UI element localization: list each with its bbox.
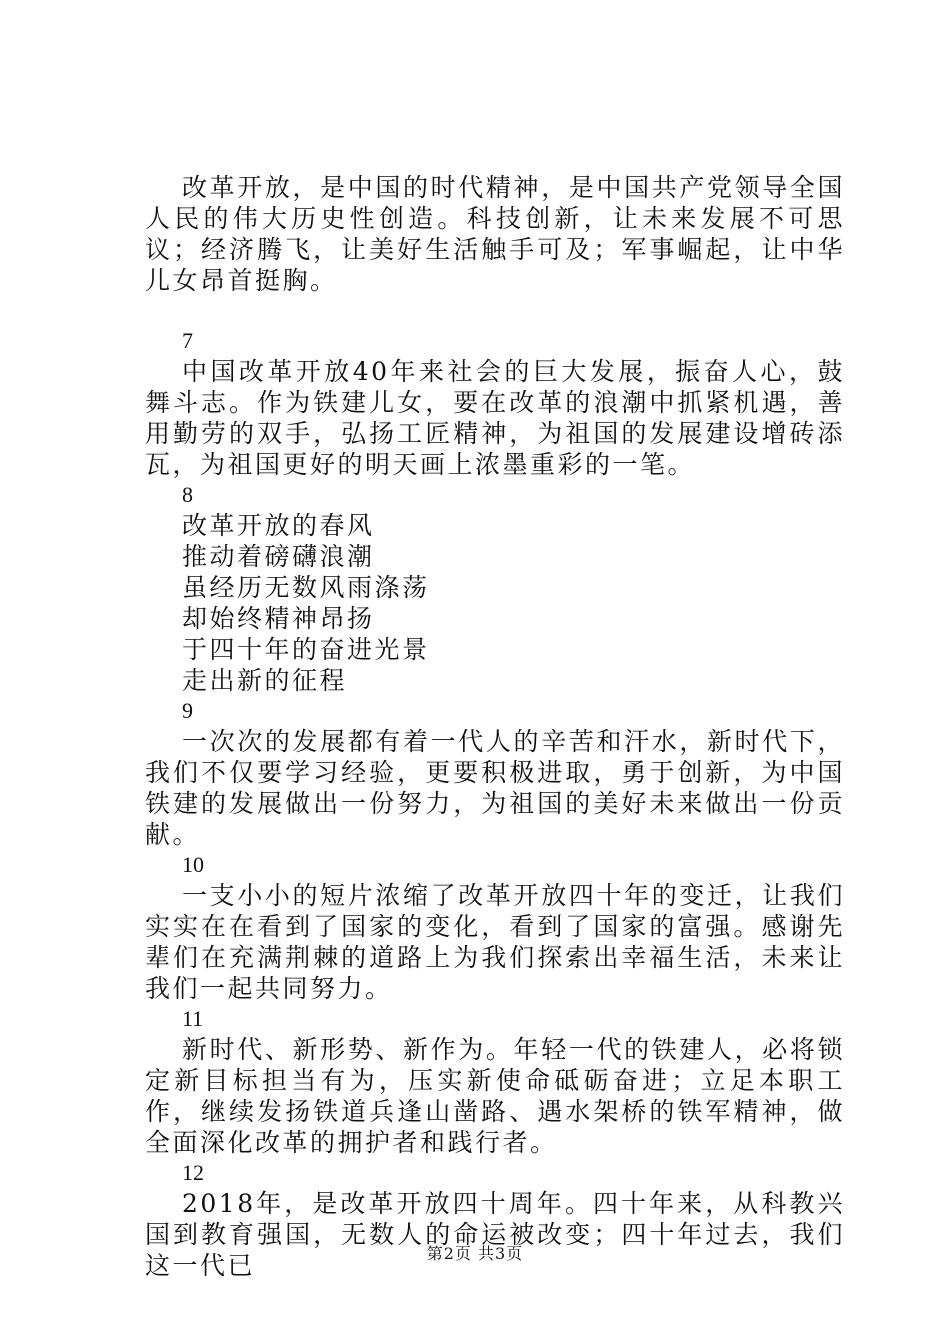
poem-line: 虽经历无数风雨涤荡 [182, 573, 430, 602]
paragraph-7: 中国改革开放40年来社会的巨大发展，振奋人心，鼓舞斗志。作为铁建儿女，要在改革的浪潮中抓紧机遇，善用勤劳的双手，弘扬工匠精神，为祖国的发展建设增砖添瓦，为祖国更好的明天画上浓墨重彩的一笔。 [145, 357, 845, 479]
paragraph-11: 新时代、新形势、新作为。年轻一代的铁建人，必将锁定新目标担当有为，压实新使命砥砺奋进；立足本职工作，继续发扬铁道兵逢山凿路、遇水架桥的铁军精神，做全面深化改革的拥护者和践行者。 [145, 1035, 845, 1157]
paragraph-12: 2018年，是改革开放四十周年。四十年来，从科教兴国到教育强国，无数人的命运被改变；四十年过去，我们这一代已 [145, 1189, 845, 1280]
paragraph-10: 一支小小的短片浓缩了改革开放四十年的变迁，让我们实实在在看到了国家的变化，看到了国家的富强。感谢先辈们在充满荆棘的道路上为我们探索出幸福生活，未来让我们一起共同努力。 [145, 881, 845, 1003]
item-number-9: 9 [182, 698, 193, 723]
paragraph-9: 一次次的发展都有着一代人的辛苦和汗水，新时代下，我们不仅要学习经验，更要积极进取，勇于创新，为中国铁建的发展做出一份努力，为祖国的美好未来做出一份贡献。 [145, 727, 845, 849]
page-footer: 第2页 共3页 [426, 1244, 524, 1263]
poem-line: 推动着磅礴浪潮 [182, 542, 375, 571]
document-body [145, 172, 845, 1281]
item-number-8: 8 [182, 482, 193, 507]
poem-line: 于四十年的奋进光景 [182, 635, 430, 664]
poem-line: 走出新的征程 [182, 666, 348, 695]
poem-block [145, 510, 845, 696]
item-number-12: 12 [182, 1160, 204, 1185]
poem-line: 改革开放的春风 [182, 511, 375, 540]
paragraph-intro: 改革开放，是中国的时代精神，是中国共产党领导全国人民的伟大历史性创造。科技创新，让未来发展不可思议；经济腾飞，让美好生活触手可及；军事崛起，让中华儿女昂首挺胸。 [145, 173, 845, 295]
item-number-7: 7 [182, 328, 193, 353]
poem-line: 却始终精神昂扬 [182, 604, 375, 633]
paragraph-gap [145, 296, 845, 326]
item-number-11: 11 [182, 1006, 204, 1031]
item-number-10: 10 [182, 852, 204, 877]
